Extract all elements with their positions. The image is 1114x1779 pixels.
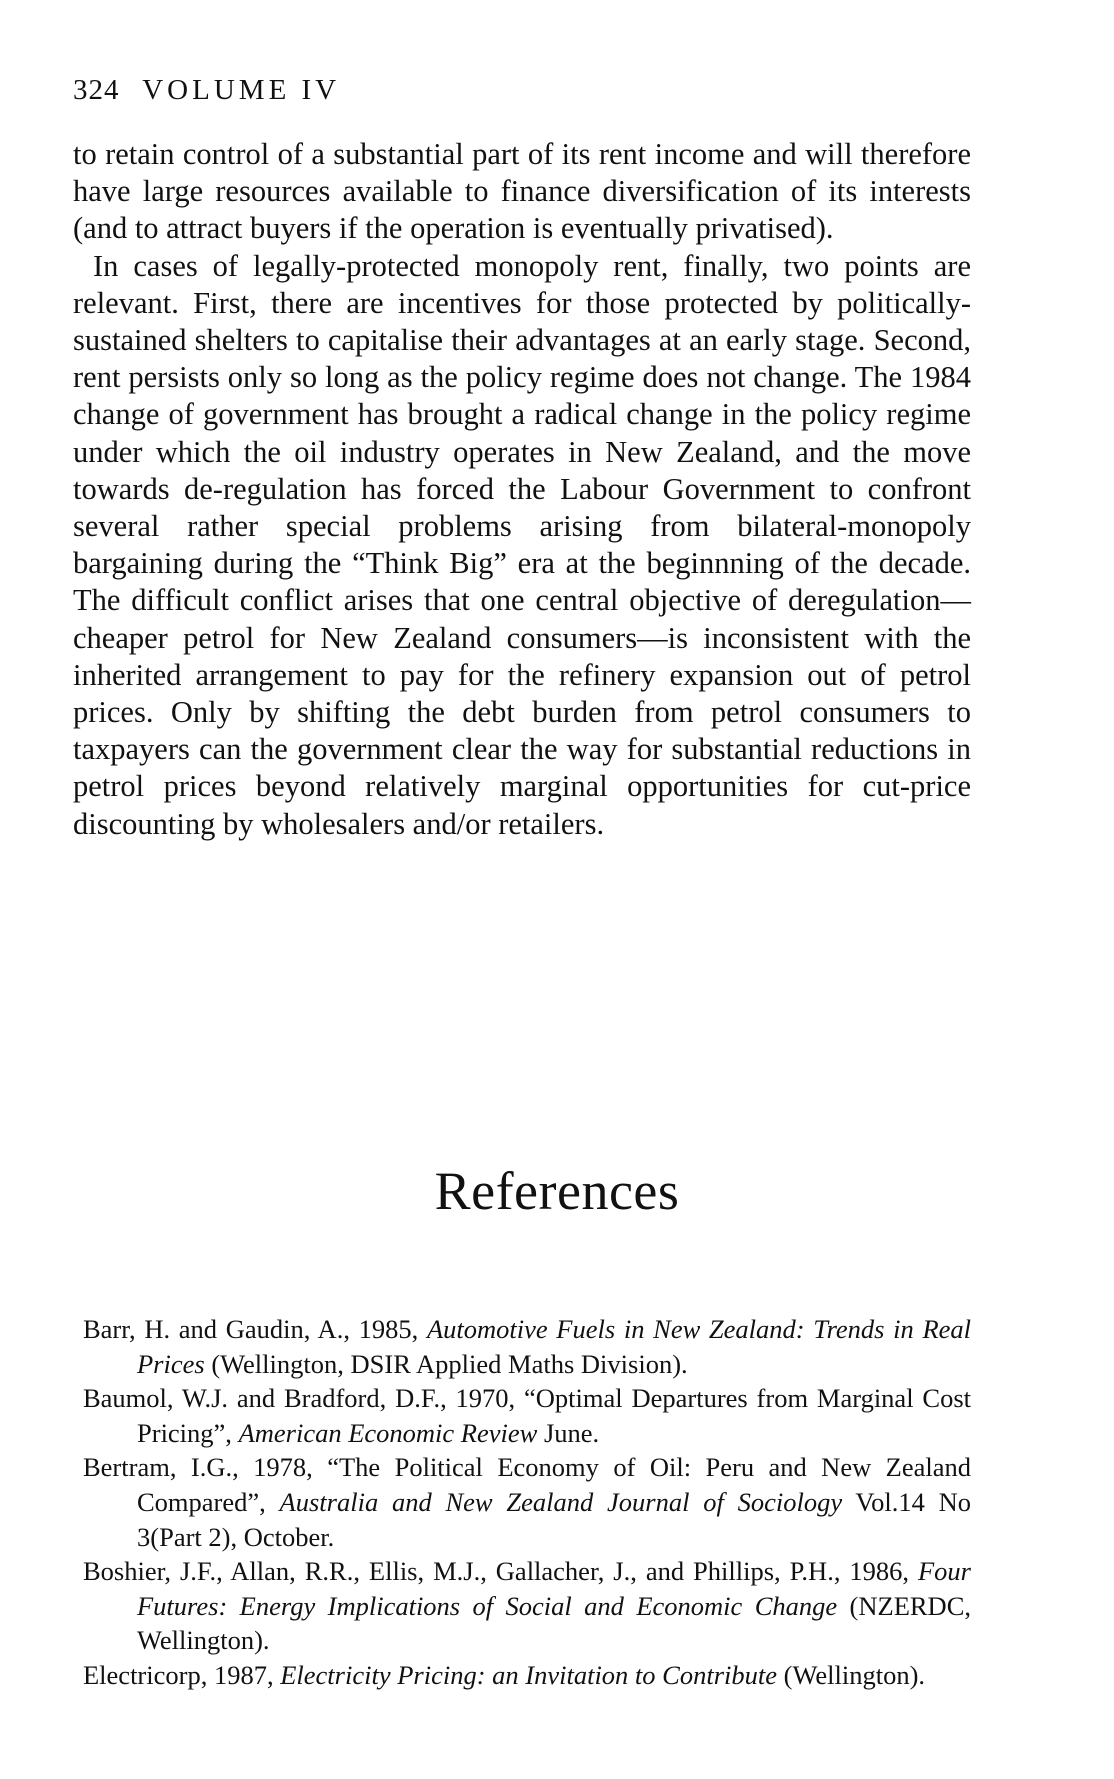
references-heading: References — [434, 1161, 680, 1221]
running-title: VOLUME IV — [142, 74, 341, 106]
reference-lead: Barr, H. and Gaudin, A., 1985, — [83, 1314, 427, 1344]
running-header — [73, 74, 340, 107]
reference-title: American Economic Review — [238, 1417, 538, 1448]
reference-lead: Baumol, W.J. and Bradford, D.F., 1970, “Optimal Departures from Marginal Cost Pricing”, — [83, 1383, 971, 1448]
reference-tail: (Wellington). — [777, 1659, 926, 1690]
reference-title: Four Futures: Energy Implications of Social and Economic Change — [137, 1556, 971, 1621]
reference-list — [83, 1312, 971, 1693]
reference-title: Electricity Pricing: an Invitation to Contribute — [280, 1659, 778, 1690]
reference-tail: Vol.14 No 3(Part 2), October. — [137, 1486, 971, 1552]
reference-entry-boshier — [83, 1554, 971, 1658]
reference-lead: Bertram, I.G., 1978, “The Political Economy of Oil: Peru and New Zealand Compared”, — [83, 1452, 971, 1517]
body-paragraph-continued: to retain control of a substantial part of its rent income and will therefore have large resources available to finance diversification of its interests (and to attract buyers if the operation is eventually privatised). — [73, 137, 971, 246]
reference-title: Automotive Fuels in New Zealand: Trends in Real Prices — [137, 1314, 972, 1379]
body-text — [73, 136, 971, 843]
reference-title: Australia and New Zealand Journal of Sociology — [279, 1486, 843, 1517]
body-paragraph-monopoly-rent: In cases of legally-protected monopoly rent, finally, two points are relevant. First, there are incentives for those protected by politically-sustained shelters to capitalise their advantages at an early stage. Second, rent persists only so long as the policy regime does not change. The 1984 change of government has brought a radical change in the policy regime under which the oil industry operates in New Zealand, and the move towards de-regulation has forced the Labour Government to confront several rather special problems arising from bilateral-monopoly bargaining during the “Think Big” era at the beginnning of the decade. The difficult conflict arises that one central objective of deregulation—cheaper petrol for New Zealand consumers—is inconsistent with the inherited arrangement to pay for the refinery expansion out of petrol prices. Only by shifting the debt burden from petrol consumers to taxpayers can the government clear the way for substantial reductions in petrol prices beyond relatively marginal opportunities for cut-price discounting by wholesalers and/or retailers. — [73, 248, 971, 841]
reference-entry-baumol — [83, 1381, 971, 1450]
page-number: 324 — [73, 74, 120, 106]
reference-tail: June. — [537, 1417, 600, 1448]
reference-entry-bertram — [83, 1450, 971, 1554]
reference-lead: Electricorp, 1987, — [83, 1659, 281, 1690]
reference-lead: Boshier, J.F., Allan, R.R., Ellis, M.J., Gallacher, J., and Phillips, P.H., 1986, — [83, 1556, 918, 1587]
reference-entry-barr — [83, 1312, 971, 1381]
reference-entry-electricorp — [83, 1658, 971, 1693]
reference-tail: (NZERDC, Wellington). — [137, 1590, 971, 1656]
reference-tail: (Wellington, DSIR Applied Maths Division). — [204, 1348, 688, 1379]
